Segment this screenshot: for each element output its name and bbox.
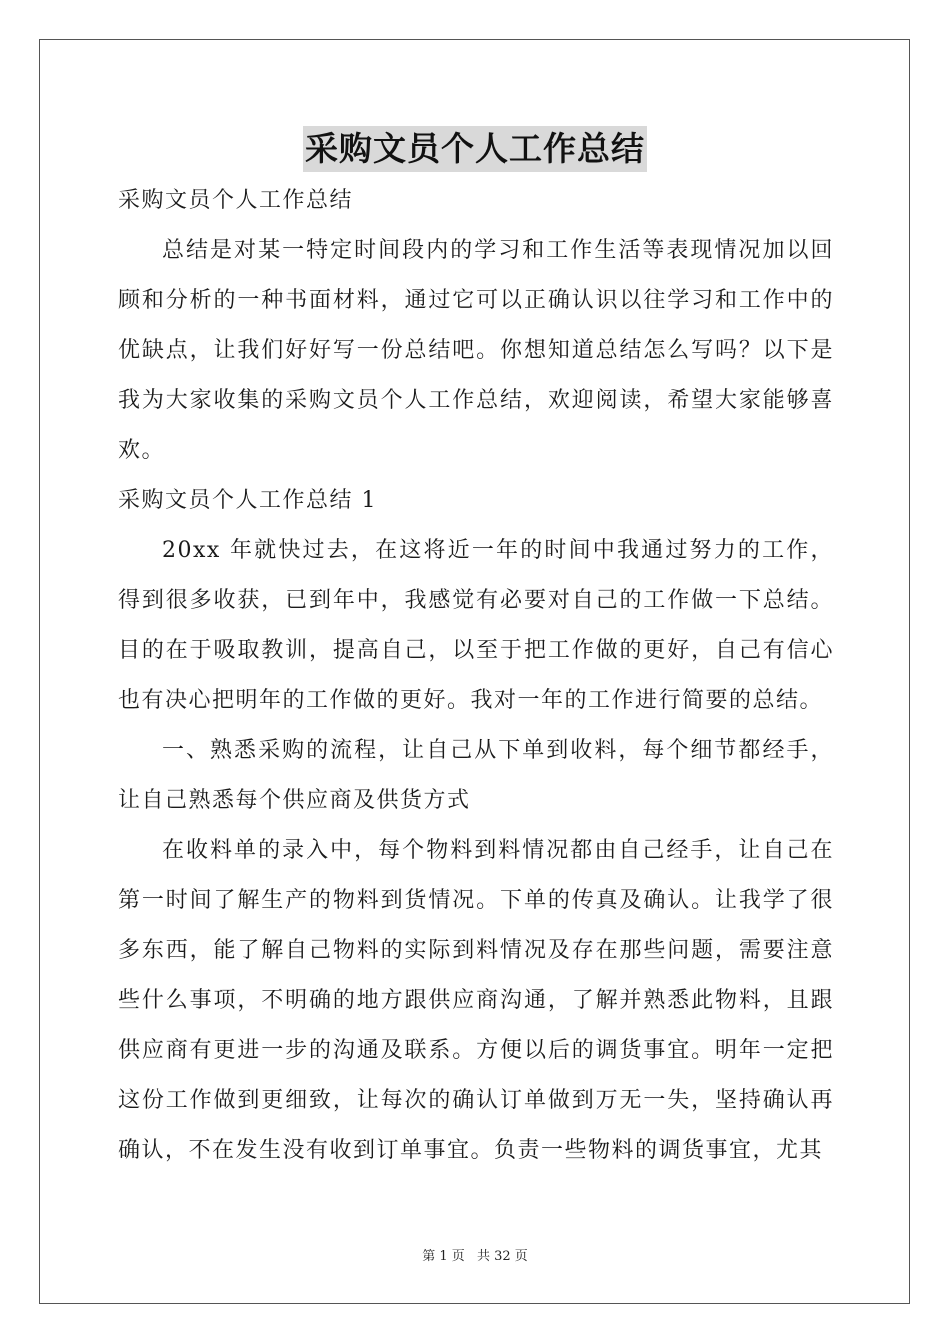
document-title: 采购文员个人工作总结 [303, 126, 647, 172]
paragraph-body: 在收料单的录入中，每个物料到料情况都由自己经手，让自己在第一时间了解生产的物料到货情况。下单的传真及确认。让我学了很多东西，能了解自己物料的实际到料情况及存在那些问题，需要注意些什么事项，不明确的地方跟供应商沟通，了解并熟悉此物料，且跟供应商有更进一步的沟通及联系。方便以后的调货事宜。明年一定把这份工作做到更细致，让每次的确认订单做到万无一失，坚持确认再确认，不在发生没有收到订单事宜。负责一些物料的调货事宜，尤其 [118, 838, 834, 1163]
paragraph-intro: 总结是对某一特定时间段内的学习和工作生活等表现情况加以回顾和分析的一种书面材料，通过它可以正确认识以往学习和工作中的优缺点，让我们好好写一份总结吧。你想知道总结怎么写吗？以下是我为大家收集的采购文员个人工作总结，欢迎阅读，希望大家能够喜欢。 [118, 238, 834, 463]
page-number: 第 1 页 [422, 1249, 465, 1264]
page-footer [0, 1245, 950, 1264]
title-container [0, 126, 950, 172]
paragraph-body: 20xx 年就快过去，在这将近一年的时间中我通过努力的工作，得到很多收获，已到年中，我感觉有必要对自己的工作做一下总结。目的在于吸取教训，提高自己，以至于把工作做的更好，自己有信心也有决心把明年的工作做的更好。我对一年的工作进行简要的总结。 [118, 538, 834, 713]
paragraph-point-one: 一、熟悉采购的流程，让自己从下单到收料，每个细节都经手，让自己熟悉每个供应商及供货方式 [118, 738, 834, 813]
document-body [118, 176, 834, 1176]
page-total: 共 32 页 [476, 1249, 528, 1264]
paragraph-section-heading: 采购文员个人工作总结 1 [118, 488, 377, 513]
paragraph-subtitle: 采购文员个人工作总结 [118, 188, 354, 213]
